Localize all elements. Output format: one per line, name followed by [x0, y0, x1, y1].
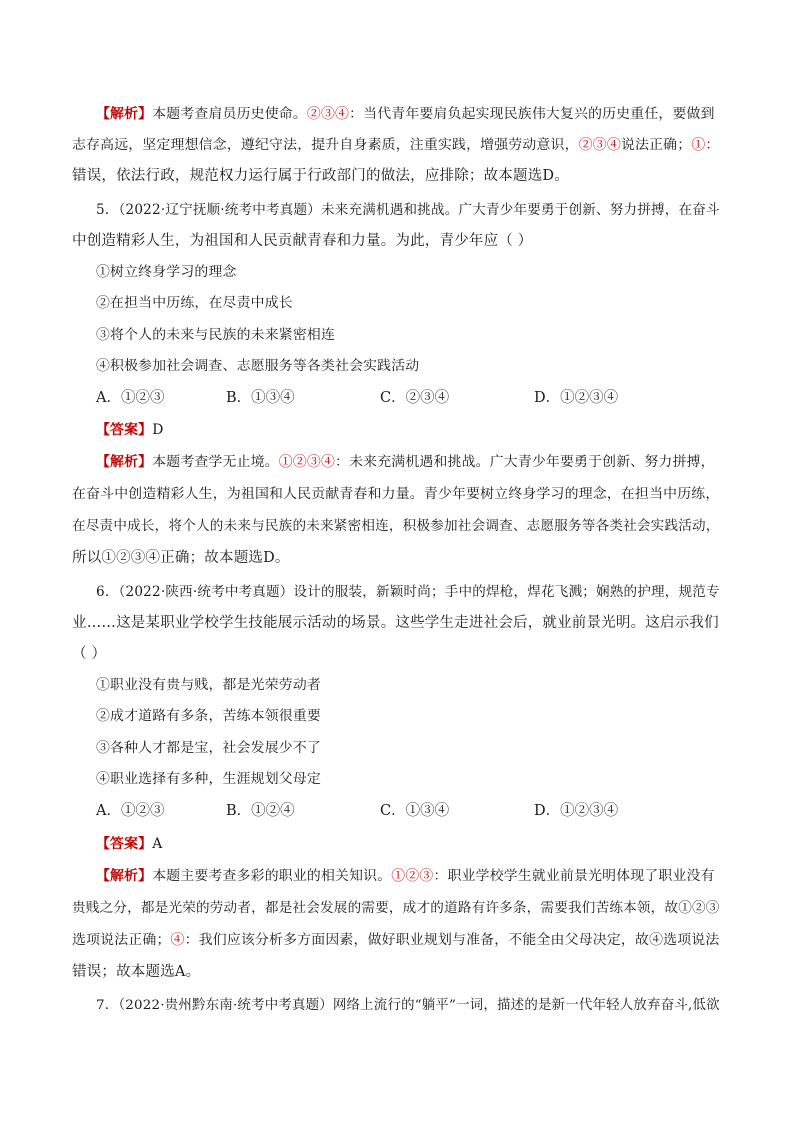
analysis-line: [96, 452, 748, 472]
answer-line: [96, 834, 748, 854]
highlight: ④: [170, 932, 185, 948]
text: 本题考查肩员历史使命。: [152, 106, 307, 122]
option-a: A．①②③: [96, 803, 165, 819]
text: ：未来充满机遇和挑战。广大青少年要勇于创新、努力拼搏，: [335, 454, 715, 470]
highlight: ①②③④: [278, 454, 336, 470]
analysis-line: [72, 930, 724, 950]
text: ：当代青年要肩负起实现民族伟大复兴的历史重任，要做到: [349, 106, 715, 122]
analysis-line: 在奋斗中创造精彩人生，为祖国和人民贡献青春和力量。青少年要树立终身学习的理念，在担当中历练，: [72, 486, 720, 502]
answer-tag: 【答案】: [96, 422, 153, 438]
option-b: B．①③④: [226, 390, 295, 406]
analysis-line: 贵贱之分，都是光荣的劳动者，都是社会发展的需要，成才的道路有许多条，需要我们苦练本领，故①②③: [72, 900, 720, 916]
option-a: A．①②③: [96, 390, 165, 406]
analysis-line: 错误；故本题选A。: [72, 964, 201, 980]
statement-item: ④职业选择有多种，生涯规划父母定: [96, 771, 321, 787]
option-b: B．①②④: [226, 803, 295, 819]
answer-tag: 【答案】: [96, 836, 153, 852]
analysis-tag: 【解析】: [96, 454, 153, 470]
text: ：我们应该分析多方面因素，做好职业规划与准备，不能全由父母决定，故④选项说法: [184, 932, 720, 948]
statement-item: ④积极参加社会调查、志愿服务等各类社会实践活动: [96, 358, 420, 374]
statement-item: ③将个人的未来与民族的未来紧密相连: [96, 327, 336, 343]
question-5-stem: 中创造精彩人生，为祖国和人民贡献青春和力量。为此，青少年应（ ）: [72, 233, 533, 249]
text: 志存高远，坚定理想信念，遵纪守法，提升自身素质，注重实践，增强劳动意识，: [72, 137, 579, 153]
question-5-stem: 5．（2022·辽宁抚顺·统考中考真题）未来充满机遇和挑战。广大青少年要勇于创新、努力拼搏，在奋斗: [96, 202, 720, 218]
statement-item: ②成才道路有多条，苦练本领很重要: [96, 708, 321, 724]
text: ：: [705, 137, 720, 153]
statement-item: ①职业没有贵与贱，都是光荣劳动者: [96, 677, 321, 693]
question-6-stem: 业……这是某职业学校学生技能展示活动的场景。这些学生走进社会后，就业前景光明。这启示我们: [72, 615, 719, 631]
answer-line: [96, 420, 748, 440]
text: 选项说法正确；: [72, 932, 171, 948]
analysis-line: 错误，依法行政，规范权力运行属于行政部门的做法，应排除；故本题选D。: [72, 168, 569, 184]
analysis-line: 所以①②③④正确；故本题选D。: [72, 550, 290, 566]
statement-item: ②在担当中历练，在尽责中成长: [96, 295, 293, 311]
question-6-stem: 6．（2022·陕西·统考中考真题）设计的服装，新颖时尚；手中的焊枪，焊花飞溅；娴熟的护理，规范专: [96, 584, 720, 600]
option-c: C．①③④: [380, 803, 450, 819]
text: 说法正确；: [620, 137, 692, 153]
option-d: D．①②③④: [534, 390, 619, 406]
analysis-line: [96, 866, 748, 886]
highlight: ②③④: [306, 106, 350, 122]
highlight: ①: [691, 137, 706, 153]
text: ：职业学校学生就业前景光明体现了职业没有: [433, 868, 715, 884]
question-7-stem: 7．（2022·贵州黔东南·统考中考真题）网络上流行的“躺平”一词，描述的是新一代年轻人放弃奋斗,低欲: [96, 998, 720, 1013]
question-6-stem: （ ）: [72, 646, 107, 662]
highlight: ①②③: [391, 868, 434, 884]
analysis-line: [96, 104, 748, 124]
text: 本题主要考查多彩的职业的相关知识。: [152, 868, 392, 884]
analysis-tag: 【解析】: [96, 106, 153, 122]
analysis-line: [72, 135, 724, 155]
option-c: C．②③④: [380, 390, 450, 406]
analysis-tag: 【解析】: [96, 868, 153, 884]
answer-value: D: [152, 422, 164, 438]
statement-item: ③各种人才都是宝，社会发展少不了: [96, 740, 321, 756]
answer-value: A: [152, 836, 163, 852]
option-d: D．①②③④: [534, 803, 619, 819]
highlight: ②③④: [578, 137, 621, 153]
statement-item: ①树立终身学习的理念: [96, 264, 237, 280]
text: 本题考查学无止境。: [152, 454, 279, 470]
analysis-line: 在尽责中成长，将个人的未来与民族的未来紧密相连，积极参加社会调查、志愿服务等各类社会实践活动，: [72, 518, 720, 534]
